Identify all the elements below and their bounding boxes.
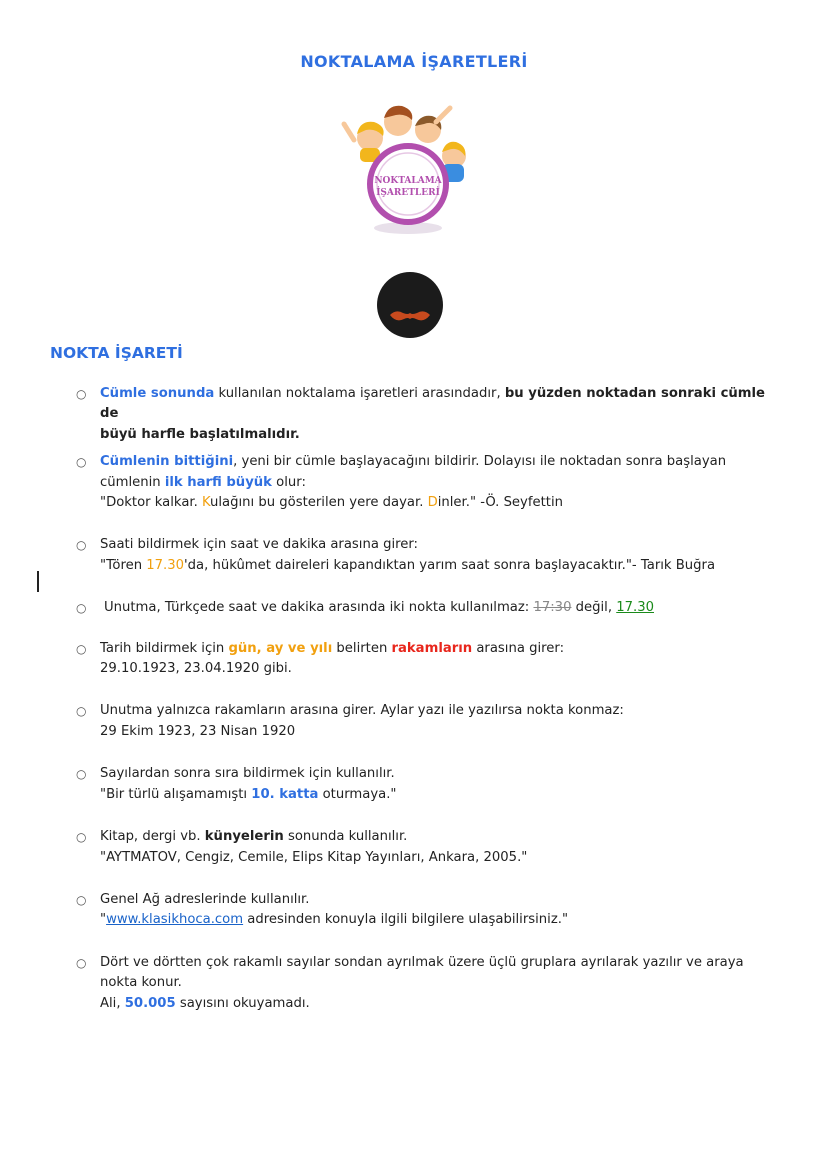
section-title: NOKTA İŞARETİ: [50, 344, 183, 362]
mustache-badge-image: [376, 271, 444, 339]
bullet-icon: ○: [76, 892, 87, 907]
list-item: ○ Unutma yalnızca rakamların arasına girer. Aylar yazı ile yazılırsa nokta konmaz: 29 Ekim 1923, 23 Nisan 1920: [76, 703, 624, 739]
list-item: ○ Sayılardan sonra sıra bildirmek için kullanılır. "Bir türlü alışamamıştı 10. katta oturmaya.": [76, 766, 397, 802]
list-item: ○ Tarih bildirmek için gün, ay ve yılı belirten rakamların arasına girer: 29.10.1923, 23.04.1920 gibi.: [76, 640, 565, 677]
bullet-icon: ○: [76, 387, 87, 401]
kid-arm-3: [436, 108, 450, 122]
rules-list: [76, 384, 776, 1014]
bullet-icon: ○: [76, 601, 87, 616]
list-item: ○ Cümle sonunda kullanılan noktalama işaretleri arasındadır, bu yüzden noktadan sonraki cümle de büyü harfle başlatılmalıdır.: [76, 386, 766, 442]
text-cursor: [37, 571, 39, 592]
bullet-icon: ○: [76, 455, 87, 470]
bullet-icon: ○: [76, 767, 87, 782]
bullet-icon: ○: [76, 704, 87, 719]
logo-text-line1: NOKTALAMA: [374, 176, 442, 186]
badge-circle: [377, 272, 443, 338]
list-item: ○ Cümlenin bittiğini, yeni bir cümle başlayacağını bildirir. Dolayısı ile noktadan sonra başlayan cümlenin ilk harfi büyük olur: "Doktor kalkar. Kulağını bu gösterilen yere dayar. Dinler." -Ö. Seyfettin: [76, 454, 727, 511]
list-item: ○ Dört ve dörtten çok rakamlı sayılar sondan ayrılmak üzere üçlü gruplara ayrılarak yazılır ve araya nokta konur. Ali, 50.005 sayısını okuyamadı.: [76, 954, 744, 1011]
logo-text-line2: İŞARETLERİ: [376, 188, 440, 198]
noktalama-logo-image: [340, 100, 476, 240]
bullet-icon: ○: [76, 538, 87, 553]
bullet-icon: ○: [76, 830, 87, 845]
kid-arm-1: [344, 124, 354, 140]
website-link[interactable]: www.klasikhoca.com: [106, 912, 244, 928]
bullet-icon: ○: [76, 955, 87, 970]
list-item: ○ Kitap, dergi vb. künyelerin sonunda kullanılır. "AYTMATOV, Cengiz, Cemile, Elips Kitap Yayınları, Ankara, 2005.": [76, 829, 528, 865]
list-item: ○ Genel Ağ adreslerinde kullanılır. "www.klasikhoca.com adresinden konuyla ilgili bilgilere ulaşabilirsiniz.": [76, 891, 569, 928]
page-title: NOKTALAMA İŞARETLERİ: [300, 52, 528, 71]
bullet-icon: ○: [76, 641, 87, 656]
list-item: ○ Unutma, Türkçede saat ve dakika arasında iki nokta kullanılmaz: 17:30 değil, 17.30: [76, 598, 776, 618]
list-item: ○ Saati bildirmek için saat ve dakika arasına girer: "Tören 17.30'da, hükûmet daireleri kapandıktan yarım saat sonra başlayacaktır."- Tarık Buğra: [76, 537, 716, 573]
